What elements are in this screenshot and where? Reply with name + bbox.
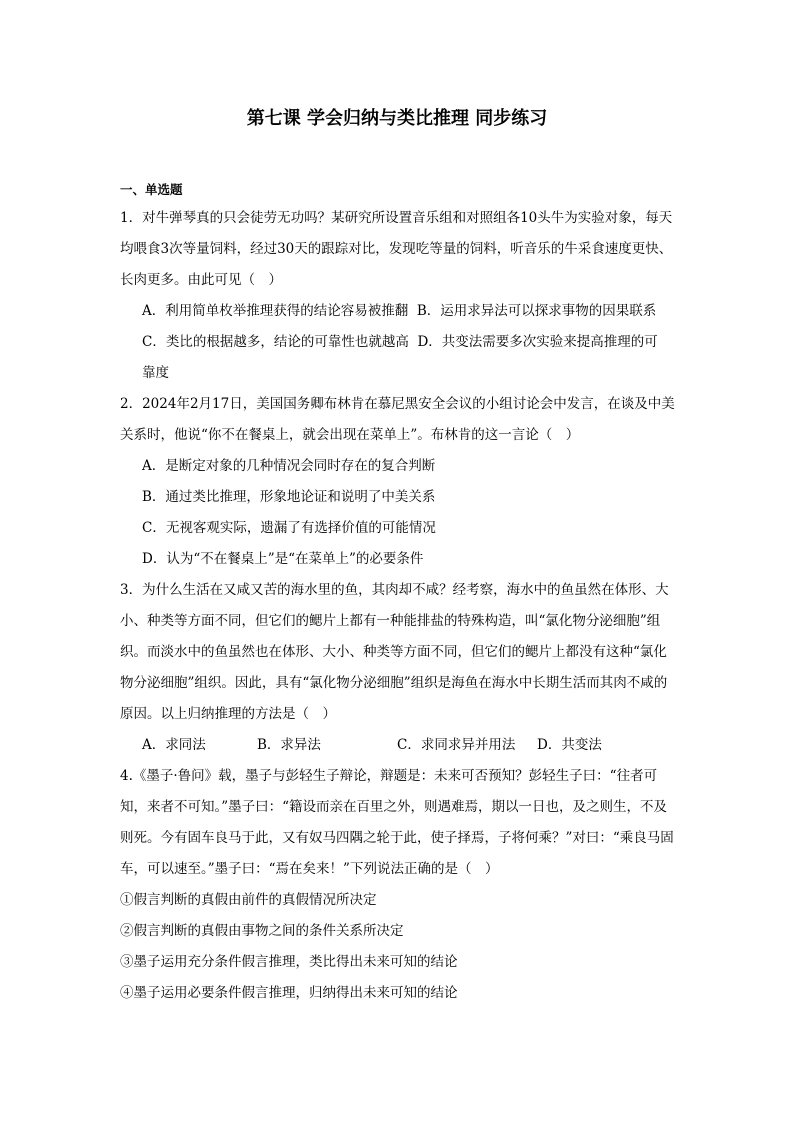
- question-4-item-2: ②假言判断的真假由事物之间的条件关系所决定: [120, 923, 404, 939]
- question-1-option-a: A．利用简单枚举推理获得的结论容易被推翻: [142, 303, 409, 319]
- question-1-option-b: B．运用求异法可以探求事物的因果联系: [416, 303, 657, 319]
- question-list: [120, 203, 676, 1009]
- question-3: [120, 575, 676, 761]
- question-1-option-c: C．类比的根据越多，结论的可靠性也就越高: [142, 334, 409, 350]
- question-2-stem: 2．2024年2月17日，美国国务卿布林肯在慕尼黑安全会议的小组讨论会中发言，在谈及中美关系时，他说“你不在餐桌上，就会出现在菜单上”。布林肯的这一言论（ ）: [120, 396, 675, 443]
- question-1-stem: 1．对牛弹琴真的只会徒劳无功吗？某研究所设置音乐组和对照组各10头牛为实验对象，每天均喂食3次等量饲料，经过30天的跟踪对比，发现吃等量的饲料，听音乐的牛采食速度更快、长肉更多。由此可见（ ）: [120, 210, 673, 288]
- question-3-option-c: C．求同求异并用法: [397, 737, 516, 753]
- question-3-stem: 3．为什么生活在又咸又苦的海水里的鱼，其肉却不咸？经考察，海水中的鱼虽然在体形、大小、种类等方面不同，但它们的鳃片上都有一种能排盐的特殊构造，叫“氯化物分泌细胞”组织。而淡水中的鱼虽然也在体形、大小、种类等方面不同，但它们的鳃片上都没有这种“氯化物分泌细胞”组织。因此，具有“氯化物分泌细胞”组织是海鱼在海水中长期生活而其肉不咸的原因。以上归纳推理的方法是（ ）: [120, 582, 669, 722]
- question-1-option-d-continued: 靠度: [142, 365, 169, 381]
- question-3-option-a: A．求同法: [142, 737, 206, 753]
- question-3-option-d: D．共变法: [537, 737, 602, 753]
- question-4-item-4: ④墨子运用必要条件假言推理，归纳得出未来可知的结论: [120, 985, 458, 1001]
- question-1: [120, 203, 676, 389]
- question-1-option-ab: [120, 296, 676, 327]
- question-2-option-c: C．无视客观实际，遗漏了有选择价值的可能情况: [142, 520, 436, 536]
- question-2: [120, 389, 676, 575]
- question-4-item-1: ①假言判断的真假由前件的真假情况所决定: [120, 892, 377, 908]
- question-3-option-b: B．求异法: [257, 737, 321, 753]
- question-1-option-d: D．共变法需要多次实验来提高推理的可: [417, 334, 658, 350]
- question-2-option-a: A．是断定对象的几种情况会同时存在的复合判断: [142, 458, 436, 474]
- question-2-option-b: B．通过类比推理，形象地论证和说明了中美关系: [142, 489, 436, 505]
- question-1-option-cd: [120, 327, 676, 358]
- question-2-option-d: D．认为“不在餐桌上”是“在菜单上”的必要条件: [142, 551, 424, 567]
- question-3-options: [120, 730, 676, 761]
- page-title: 第七课 学会归纳与类比推理 同步练习: [246, 108, 548, 129]
- section-heading: 一、单选题: [120, 182, 183, 197]
- question-4: [120, 761, 676, 1009]
- question-4-item-3: ③墨子运用充分条件假言推理，类比得出未来可知的结论: [120, 954, 458, 970]
- question-4-stem: 4.《墨子·鲁问》载，墨子与彭轻生子辩论，辩题是：未来可否预知？彭轻生子曰：“往者可知，来者不可知。”墨子曰：“籍设而亲在百里之外，则遇难焉，期以一日也，及之则生，不及则死。今有固车良马于此，又有奴马四隅之轮于此，使子择焉，子将何乘？”对曰：“乘良马固车，可以速至。”墨子曰：“焉在矣来！”下列说法正确的是（ ）: [120, 768, 674, 877]
